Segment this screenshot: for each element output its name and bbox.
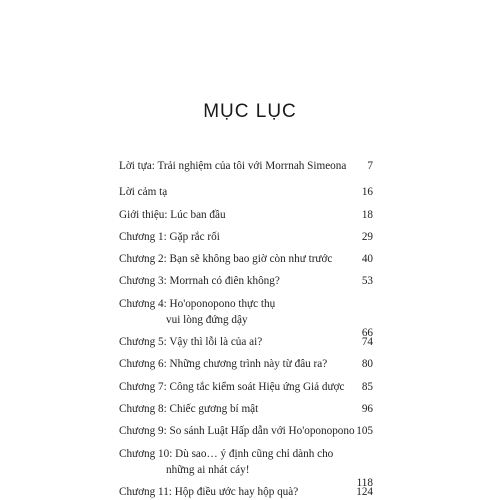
toc-entry-title: Lời tựa: Trải nghiệm của tôi với Morrnah Simeona: [119, 160, 347, 172]
toc-entry-page: 80: [361, 358, 373, 371]
toc-entry: [119, 447, 373, 489]
toc-entry: [119, 275, 373, 288]
toc-entry-title: Chương 3: Morrnah có điên không?: [119, 275, 280, 288]
toc-entry: [119, 297, 373, 339]
toc-entry: [119, 425, 373, 438]
toc-entry-page: 16: [361, 186, 373, 199]
toc-entry-title: Chương 1: Gặp rắc rối: [119, 230, 220, 243]
toc-entry-page: 74: [361, 336, 373, 349]
toc-entry: [119, 336, 373, 349]
toc-entry-page: 66: [361, 326, 373, 339]
toc-entry: [119, 381, 373, 394]
toc-entry: [119, 253, 373, 266]
toc-entry-title: Giới thiệu: Lúc ban đầu: [119, 208, 226, 221]
toc-entry-title: Lời cảm tạ: [119, 186, 168, 199]
toc-entry-title: Chương 8: Chiếc gương bí mật: [119, 402, 259, 415]
toc-entry-title: Chương 9: So sánh Luật Hấp dẫn với Ho'oponopono: [119, 425, 355, 438]
toc-entry-page: 29: [361, 230, 373, 243]
toc-entry-page: 7: [367, 160, 373, 172]
toc-entry-title: Chương 7: Công tắc kiểm soát Hiệu ứng Giả dược: [119, 380, 345, 393]
table-of-contents: [119, 160, 373, 499]
toc-entry-page: 53: [361, 275, 373, 288]
toc-entry-title: Chương 2: Bạn sẽ không bao giờ còn như trước: [119, 253, 333, 266]
toc-entry: [119, 486, 373, 499]
toc-entry-title: Chương 10: Dù sao… ý định cũng chỉ dành cho: [119, 447, 334, 460]
toc-entry-page: 105: [356, 425, 373, 438]
toc-entry-title: Chương 11: Hộp điều ước hay hộp quà?: [119, 485, 299, 498]
toc-entry: [119, 186, 373, 199]
toc-entry-title-continued: những ai nhát cáy!: [166, 463, 250, 476]
toc-entry-title: Chương 5: Vậy thì lỗi là của ai?: [119, 336, 263, 349]
toc-entry-page: 118: [356, 476, 373, 489]
toc-entry: [119, 403, 373, 416]
toc-entry-page: 124: [356, 485, 373, 498]
toc-entry-title-continued: vui lòng đứng dậy: [166, 313, 248, 326]
toc-entry: [119, 231, 373, 244]
toc-entry: [119, 209, 373, 222]
toc-entry-title: Chương 6: Những chương trình này từ đâu ra?: [119, 358, 328, 371]
toc-entry-page: 40: [361, 253, 373, 266]
toc-entry-title: Chương 4: Ho'oponopono thực thụ: [119, 297, 276, 310]
toc-entry-page: 96: [361, 402, 373, 415]
page-title: MỤC LỤC: [203, 101, 297, 122]
toc-entry-page: 85: [361, 380, 373, 393]
toc-entry-page: 18: [361, 208, 373, 221]
toc-entry: [119, 358, 373, 371]
toc-entry: [119, 160, 373, 173]
